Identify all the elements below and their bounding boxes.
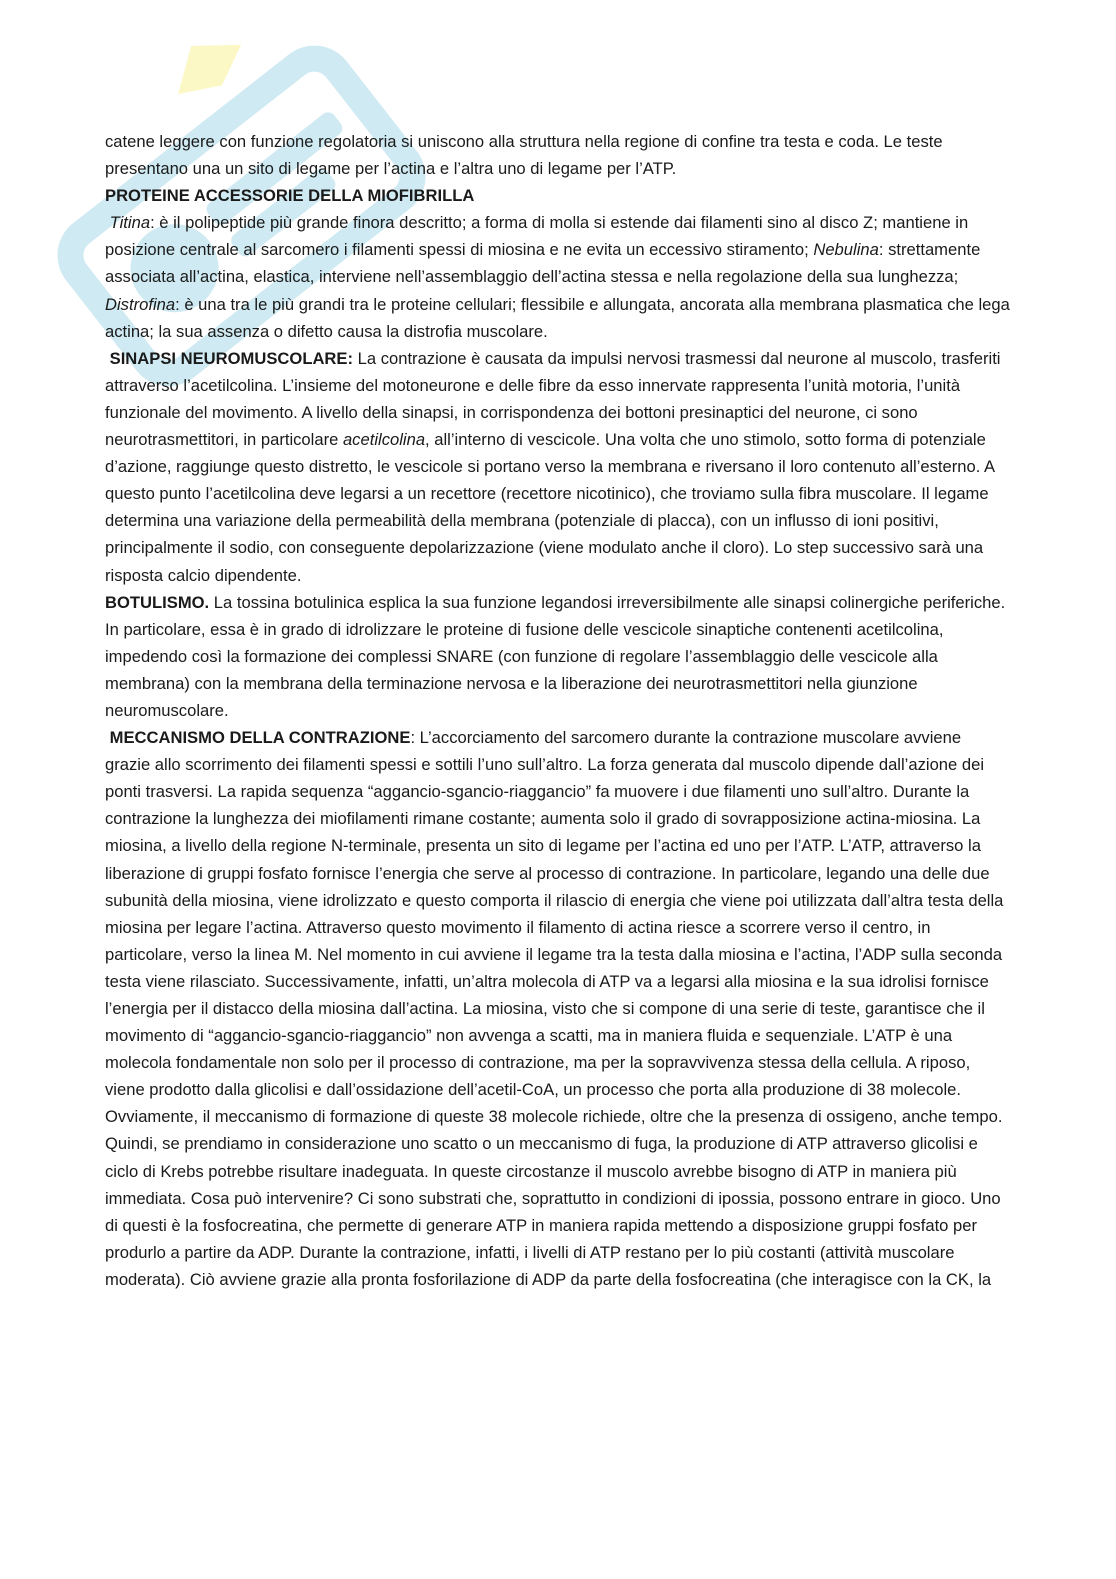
titina-text: : è il polipeptide più grande finora descritto; a forma di molla si estende dai filamenti sino al disco Z; mantiene in posizione centrale al sarcomero i filamenti spessi di miosina e ne evita un eccessivo stiramento; (105, 213, 969, 260)
section-heading-accessorie: PROTEINE ACCESSORIE DELLA MIOFIBRILLA (105, 186, 475, 206)
sinapsi-text-1: La contrazione è causata da impulsi nervosi trasmessi dal neurone al muscolo, trasferiti attraverso l’acetilcolina. L’insieme del motoneurone e delle fibre da esso innervate rappresenta l’unità motoria, l’unità funzionale del movimento. A livello della sinapsi, in corrispondenza dei bottoni presinaptici del neurone, ci sono neurotrasmettitori, in particolare (105, 348, 1001, 450)
document-body (105, 128, 1010, 1293)
nebulina-text: : strettamente associata all’actina, elastica, interviene nell’assemblaggio dell’actina stessa e nella regolazione della sua lunghezza; (105, 240, 981, 287)
term-nebulina: Nebulina (813, 240, 879, 260)
section-heading-contrazione: MECCANISMO DELLA CONTRAZIONE (109, 728, 411, 748)
intro-paragraph (105, 128, 1010, 182)
botulismo-paragraph (105, 589, 1010, 724)
term-distrofina: Distrofina (105, 294, 176, 314)
distrofina-text: : è una tra le più grandi tra le proteine cellulari; flessibile e allungata, ancorata alla membrana plasmatica che lega actina; la sua assenza o difetto causa la distrofia muscolare. (105, 294, 1010, 341)
section-heading-sinapsi: SINAPSI NEUROMUSCOLARE: (109, 348, 354, 368)
term-titina: Titina (109, 213, 151, 233)
sinapsi-paragraph (105, 345, 1010, 589)
intro-text: catene leggere con funzione regolatoria si uniscono alla struttura nella regione di confine tra testa e coda. Le teste presentano una un sito di legame per l’actina e l’altra uno di legame per l’ATP. (105, 132, 943, 179)
contrazione-paragraph (105, 724, 1010, 1293)
botulismo-text: La tossina botulinica esplica la sua funzione legandosi irreversibilmente alle sinapsi colinergiche periferiche. In particolare, essa è in grado di idrolizzare le proteine di fusione delle vescicole sinaptiche contenenti acetilcolina, impedendo così la formazione dei complessi SNARE (con funzione di regolare l’assemblaggio delle vescicole alla membrana) con la membrana della terminazione nervosa e la liberazione dei neurotrasmettitori nella giunzione neuromuscolare. (105, 592, 1006, 720)
sinapsi-text-2: , all’interno di vescicole. Una volta che uno stimolo, sotto forma di potenziale d’azione, raggiunge questo distretto, le vescicole si portano verso la membrana e riversano il loro contenuto all’esterno. A questo punto l’acetilcolina deve legarsi a un recettore (recettore nicotinico), che troviamo sulla fibra muscolare. Il legame determina una variazione della permeabilità della membrana (potenziale di placca), con un influsso di ioni positivi, principalmente il sodio, con conseguente depolarizzazione (viene modulato anche il cloro). Lo step successivo sarà una risposta calcio dipendente. (105, 430, 995, 585)
contrazione-text: : L’accorciamento del sarcomero durante la contrazione muscolare avviene grazie allo scorrimento dei filamenti spessi e sottili l’uno sull’altro. La forza generata dal muscolo dipende dall’azione dei ponti trasversi. La rapida sequenza “aggancio-sgancio-riaggancio” fa muovere i due filamenti uno sull’altro. Durante la contrazione la lunghezza dei miofilamenti rimane costante; aumenta solo il grado di sovrapposizione actina-miosina. La miosina, a livello della regione N-terminale, presenta un sito di legame per l’actina ed uno per l’ATP. L’ATP, attraverso la liberazione di gruppi fosfato fornisce l’energia che serve al processo di contrazione. In particolare, legando una delle due subunità della miosina, viene idrolizzato e questo comporta il rilascio di energia che viene poi utilizzata dall’altra testa della miosina per legare l’actina. Attraverso questo movimento il filamento di actina riesce a scorrere verso il centro, in particolare, verso la linea M. Nel momento in cui avviene il legame tra la testa dalla miosina e l’actina, l’ADP sulla seconda testa viene rilasciato. Successivamente, infatti, un’altra molecola di ATP va a legarsi alla miosina e la sua idrolisi fornisce l’energia per il distacco della miosina dall’actina. La miosina, visto che si compone di una serie di teste, garantisce che il movimento di “aggancio-sgancio-riaggancio” non avvenga a scatti, ma in maniera fluida e sequenziale. L’ATP è una molecola fondamentale non solo per il processo di contrazione, ma per la sopravvivenza stessa della cellula. A riposo, viene prodotto dalla glicolisi e dall’ossidazione dell’acetil-CoA, un processo che porta alla produzione di 38 molecole. Ovviamente, il meccanismo di formazione di queste 38 molecole richiede, oltre che la presenza di ossigeno, anche tempo. Quindi, se prendiamo in considerazione uno scatto o un meccanismo di fuga, la produzione di ATP attraverso glicolisi e ciclo di Krebs potrebbe risultare inadeguata. In queste circostanze il muscolo avrebbe bisogno di ATP in maniera più immediata. Cosa può intervenire? Ci sono substrati che, soprattutto in condizioni di ipossia, possono entrare in gioco. Uno di questi è la fosfocreatina, che permette di generare ATP in maniera rapida mettendo a disposizione gruppi fosfato per produrlo a partire da ADP. Durante la contrazione, infatti, i livelli di ATP restano per lo più costanti (attività muscolare moderata). Ciò avviene grazie alla pronta fosforilazione di ADP da parte della fosfocreatina (che interagisce con la CK, la (105, 728, 1004, 1289)
section-heading-botulismo: BOTULISMO. (105, 592, 210, 612)
term-acetilcolina: acetilcolina (342, 430, 426, 450)
accessorie-paragraph (105, 209, 1010, 344)
